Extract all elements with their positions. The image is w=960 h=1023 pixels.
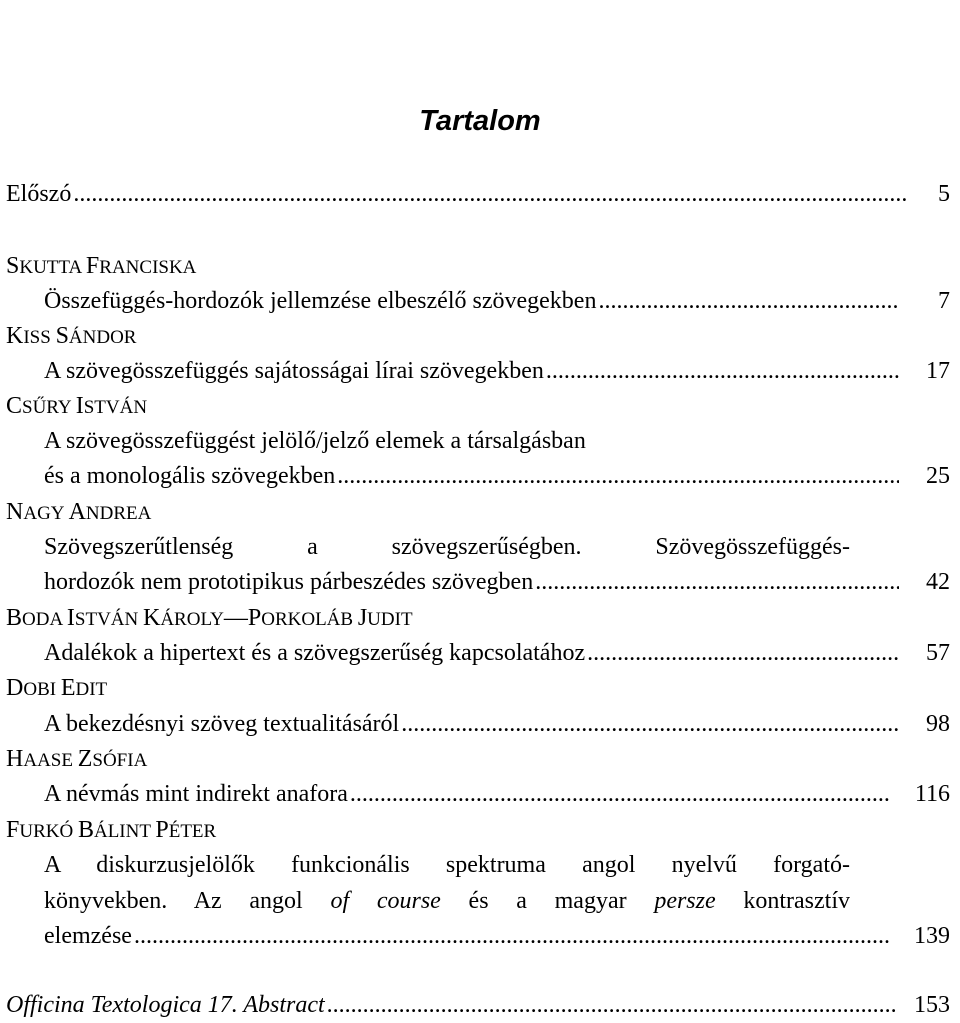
- leader-dots: [134, 918, 889, 954]
- author-name: CSŰRY ISTVÁN: [6, 393, 148, 419]
- leader-dots: [546, 353, 899, 389]
- toc-entry[interactable]: [44, 706, 899, 742]
- page-number: 5: [938, 181, 950, 207]
- entry-title: A szövegösszefüggés sajátosságai lírai szövegekben: [44, 358, 544, 384]
- entry-title-line: Szövegszerűtlenség a szövegszerűségben. Szövegösszefüggés-: [44, 534, 850, 560]
- leader-dots: [327, 987, 896, 1023]
- toc-entry[interactable]: [44, 353, 899, 389]
- toc-entry[interactable]: [44, 776, 889, 812]
- preface-label: Előszó: [6, 181, 72, 207]
- toc-entry[interactable]: [44, 918, 889, 954]
- page-number: 57: [926, 640, 950, 666]
- toc-entry[interactable]: [44, 458, 899, 494]
- entry-title-line: könyvekben. Az angol of course és a magyar persze kontrasztív: [44, 888, 850, 914]
- page-number: 116: [914, 781, 950, 807]
- author-name: SKUTTA FRANCISKA: [6, 253, 197, 279]
- leader-dots: [401, 706, 899, 742]
- entry-title-line: A diskurzusjelölők funkcionális spektruma angol nyelvű forgató-: [44, 852, 850, 878]
- page-number: 139: [914, 923, 950, 949]
- toc-entry[interactable]: [44, 564, 899, 600]
- entry-title: és a monologális szövegekben: [44, 463, 336, 489]
- page-number: 25: [926, 463, 950, 489]
- author-name: HAASE ZSÓFIA: [6, 746, 148, 772]
- toc-abstract[interactable]: [6, 987, 896, 1023]
- entry-title: hordozók nem prototipikus párbeszédes szövegben: [44, 569, 534, 595]
- entry-title: A névmás mint indirekt anafora: [44, 781, 348, 807]
- author-name: DOBI EDIT: [6, 675, 108, 701]
- leader-dots: [598, 283, 899, 319]
- leader-dots: [73, 176, 906, 212]
- author-name: FURKÓ BÁLINT PÉTER: [6, 817, 217, 843]
- entry-title: Összefüggés-hordozók jellemzése elbeszélő szövegekben: [44, 288, 597, 314]
- entry-title-line: A szövegösszefüggést jelölő/jelző elemek a társalgásban: [44, 428, 586, 454]
- leader-dots: [535, 564, 899, 600]
- page-number: 7: [938, 288, 950, 314]
- abstract-label: Officina Textologica 17. Abstract: [6, 992, 325, 1018]
- toc-entry[interactable]: [44, 283, 899, 319]
- leader-dots: [337, 458, 899, 494]
- leader-dots: [350, 776, 889, 812]
- page-number: 17: [926, 358, 950, 384]
- author-name: KISS SÁNDOR: [6, 323, 137, 349]
- page-number: 98: [926, 711, 950, 737]
- page-number: 42: [926, 569, 950, 595]
- entry-title: elemzése: [44, 923, 132, 949]
- entry-title: Adalékok a hipertext és a szövegszerűség kapcsolatához: [44, 640, 586, 666]
- page-title: Tartalom: [419, 105, 541, 137]
- leader-dots: [587, 635, 899, 671]
- toc-preface[interactable]: [6, 176, 906, 212]
- page-number: 153: [914, 992, 950, 1018]
- toc-entry[interactable]: [44, 635, 899, 671]
- entry-title: A bekezdésnyi szöveg textualitásáról: [44, 711, 400, 737]
- author-name: BODA ISTVÁN KÁROLY—PORKOLÁB JUDIT: [6, 605, 413, 631]
- author-name: NAGY ANDREA: [6, 499, 152, 525]
